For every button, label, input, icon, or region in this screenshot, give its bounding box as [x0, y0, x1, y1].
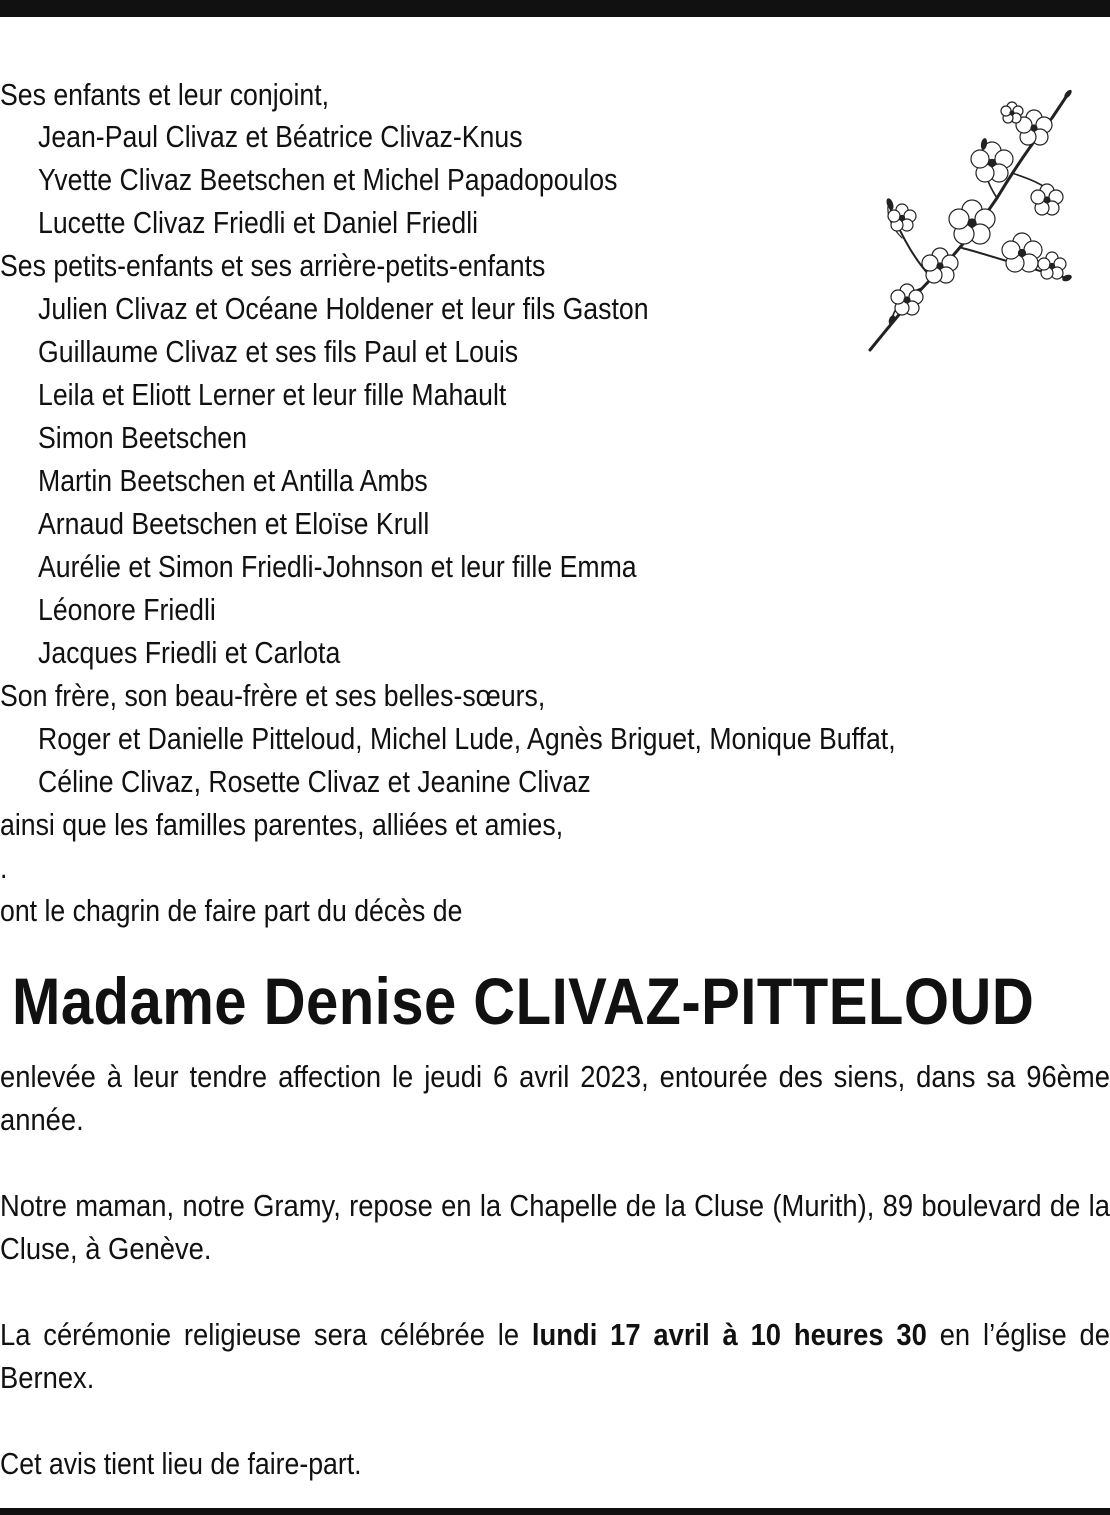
- ceremony-paragraph: [0, 1313, 1110, 1399]
- grandchild-name: Martin Beetschen et Antilla Ambs: [38, 463, 428, 498]
- cherry-blossom-branch-icon: [862, 88, 1076, 354]
- grandchild-name: Léonore Friedli: [38, 592, 216, 627]
- grandchild-name: Arnaud Beetschen et Eloïse Krull: [38, 506, 430, 541]
- ceremony-text-after: en l’église de Bernex.: [0, 1317, 1110, 1395]
- grandchild-name: Simon Beetschen: [38, 420, 247, 455]
- sibling-names: Céline Clivaz, Rosette Clivaz et Jeanine Clivaz: [38, 764, 591, 799]
- grandchild-name: Aurélie et Simon Friedli-Johnson et leur fille Emma: [38, 549, 637, 584]
- announcement-intro: ont le chagrin de faire part du décès de: [0, 893, 463, 928]
- passing-paragraph: enlevée à leur tendre affection le jeudi 6 avril 2023, entourée des siens, dans sa 96ème année.: [0, 1059, 1110, 1137]
- rest-place-paragraph: Notre maman, notre Gramy, repose en la Chapelle de la Cluse (Murith), 89 boulevard de la Cluse, à Genève.: [0, 1188, 1110, 1266]
- separator-dot: .: [0, 850, 8, 885]
- child-name: Yvette Clivaz Beetschen et Michel Papadopoulos: [38, 162, 618, 197]
- sibling-names: Roger et Danielle Pitteloud, Michel Lude, Agnès Briguet, Monique Buffat,: [38, 721, 896, 756]
- siblings-heading: Son frère, son beau-frère et ses belles-sœurs,: [0, 678, 546, 713]
- child-name: Jean-Paul Clivaz et Béatrice Clivaz-Knus: [38, 119, 523, 154]
- ceremony-text-before: La cérémonie religieuse sera célébrée le: [0, 1317, 532, 1352]
- children-heading: Ses enfants et leur conjoint,: [0, 77, 330, 112]
- grandchild-name: Leila et Eliott Lerner et leur fille Mahault: [38, 377, 507, 412]
- ceremony-date-time: lundi 17 avril à 10 heures 30: [531, 1317, 927, 1352]
- bottom-border-rule: [0, 1508, 1110, 1515]
- child-name: Lucette Clivaz Friedli et Daniel Friedli: [38, 205, 479, 240]
- deceased-name: Madame Denise CLIVAZ-PITTELOUD: [12, 964, 1035, 1038]
- grandchild-name: Guillaume Clivaz et ses fils Paul et Louis: [38, 334, 519, 369]
- grandchildren-heading: Ses petits-enfants et ses arrière-petits-enfants: [0, 248, 546, 283]
- grandchild-name: Jacques Friedli et Carlota: [38, 635, 341, 670]
- top-border-rule: [0, 0, 1110, 17]
- closing-note: Cet avis tient lieu de faire-part.: [0, 1446, 362, 1481]
- grandchild-name: Julien Clivaz et Océane Holdener et leur fils Gaston: [38, 291, 649, 326]
- extended-family-line: ainsi que les familles parentes, alliées et amies,: [0, 807, 564, 842]
